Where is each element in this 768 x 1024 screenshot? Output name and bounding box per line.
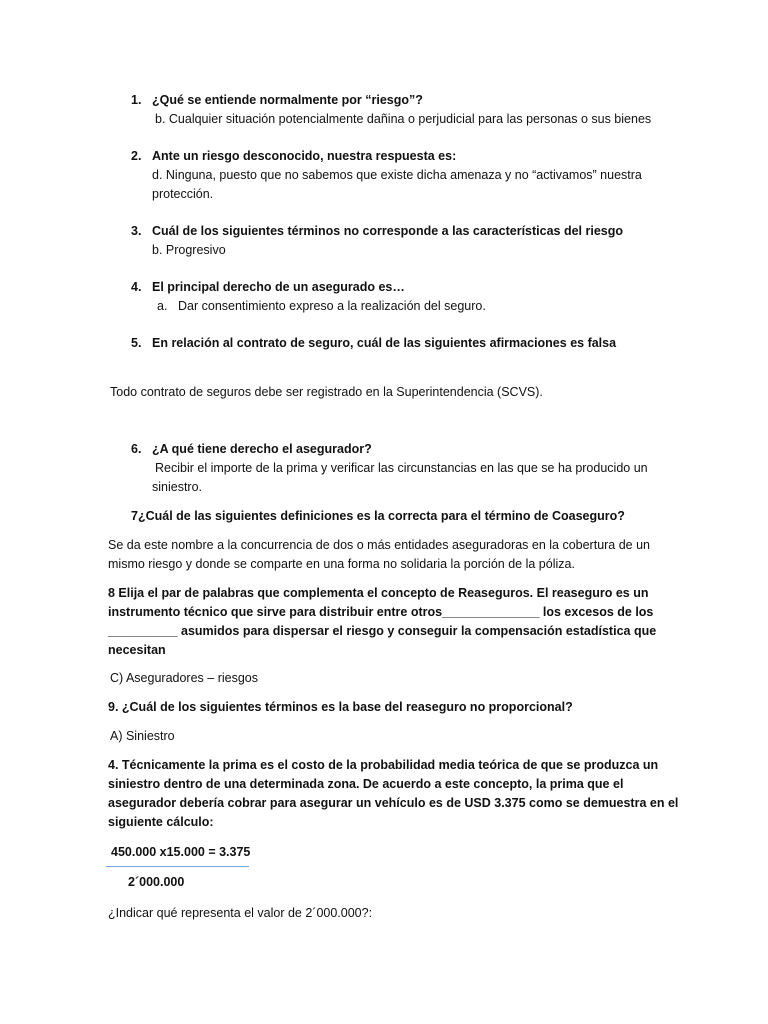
q8-answer: C) Aseguradores – riesgos — [110, 671, 258, 685]
q6-answer-line1: Recibir el importe de la prima y verificar las circunstancias en las que se ha producido un — [155, 461, 648, 475]
q4-question: El principal derecho de un asegurado es… — [152, 280, 405, 294]
q4-answer-letter: a. — [157, 299, 168, 313]
q1-number: 1. — [131, 93, 142, 107]
q4b-line3: asegurador debería cobrar para asegurar un vehículo es de USD 3.375 como se demuestra en el — [108, 796, 679, 810]
q8-line4: necesitan — [108, 643, 166, 657]
q6-question: ¿A qué tiene derecho el asegurador? — [152, 442, 372, 456]
q3-answer: b. Progresivo — [152, 243, 226, 257]
calc-numerator: 450.000 x15.000 = 3.375 — [111, 845, 251, 859]
q5-question: En relación al contrato de seguro, cuál de las siguientes afirmaciones es falsa — [152, 336, 617, 350]
q2-answer-line2: protección. — [152, 187, 214, 201]
q8-line3: __________ asumidos para dispersar el riesgo y conseguir la compensación estadística que — [108, 624, 657, 638]
q1-answer: b. Cualquier situación potencialmente dañina o perjudicial para las personas o sus bienes — [155, 112, 652, 126]
q2-answer-line1: d. Ninguna, puesto que no sabemos que existe dicha amenaza y no “activamos” nuestra — [152, 168, 642, 182]
q5-number: 5. — [131, 336, 142, 350]
q4b-line2: siniestro dentro de una determinada zona. De acuerdo a este concepto, la prima que el — [108, 777, 624, 791]
q1-question: ¿Qué se entiende normalmente por “riesgo”? — [152, 93, 423, 107]
q5-answer: Todo contrato de seguros debe ser registrado en la Superintendencia (SCVS). — [110, 385, 543, 399]
q4-number: 4. — [131, 280, 142, 294]
q8-line2: instrumento técnico que sirve para distribuir entre otros______________ los excesos de los — [108, 605, 654, 619]
q2-number: 2. — [131, 149, 142, 163]
q4-answer: Dar consentimiento expreso a la realización del seguro. — [178, 299, 486, 313]
q7-answer-line2: mismo riesgo y donde se comparte en una forma no solidaria la porción de la póliza. — [108, 557, 575, 571]
q6-answer-line2: siniestro. — [152, 480, 203, 494]
q8-line1: 8 Elija el par de palabras que complementa el concepto de Reaseguros. El reaseguro es un — [108, 586, 649, 600]
q7-answer-line1: Se da este nombre a la concurrencia de dos o más entidades aseguradoras en la cobertura de un — [108, 538, 651, 552]
q4b-line4: siguiente cálculo: — [108, 815, 214, 829]
q7-question: 7¿Cuál de las siguientes definiciones es la correcta para el término de Coaseguro? — [131, 509, 625, 523]
q3-number: 3. — [131, 224, 142, 238]
q4b-question: ¿Indicar qué representa el valor de 2´000.000?: — [108, 906, 373, 920]
q3-question: Cuál de los siguientes términos no corresponde a las características del riesgo — [152, 224, 624, 238]
q9-answer: A) Siniestro — [110, 729, 175, 743]
fraction-line — [106, 866, 249, 867]
q4b-line1: 4. Técnicamente la prima es el costo de la probabilidad media teórica de que se produzca un — [108, 758, 659, 772]
q6-number: 6. — [131, 442, 142, 456]
q9-question: 9. ¿Cuál de los siguientes términos es la base del reaseguro no proporcional? — [108, 700, 573, 714]
calc-denominator: 2´000.000 — [128, 875, 185, 889]
q2-question: Ante un riesgo desconocido, nuestra respuesta es: — [152, 149, 457, 163]
